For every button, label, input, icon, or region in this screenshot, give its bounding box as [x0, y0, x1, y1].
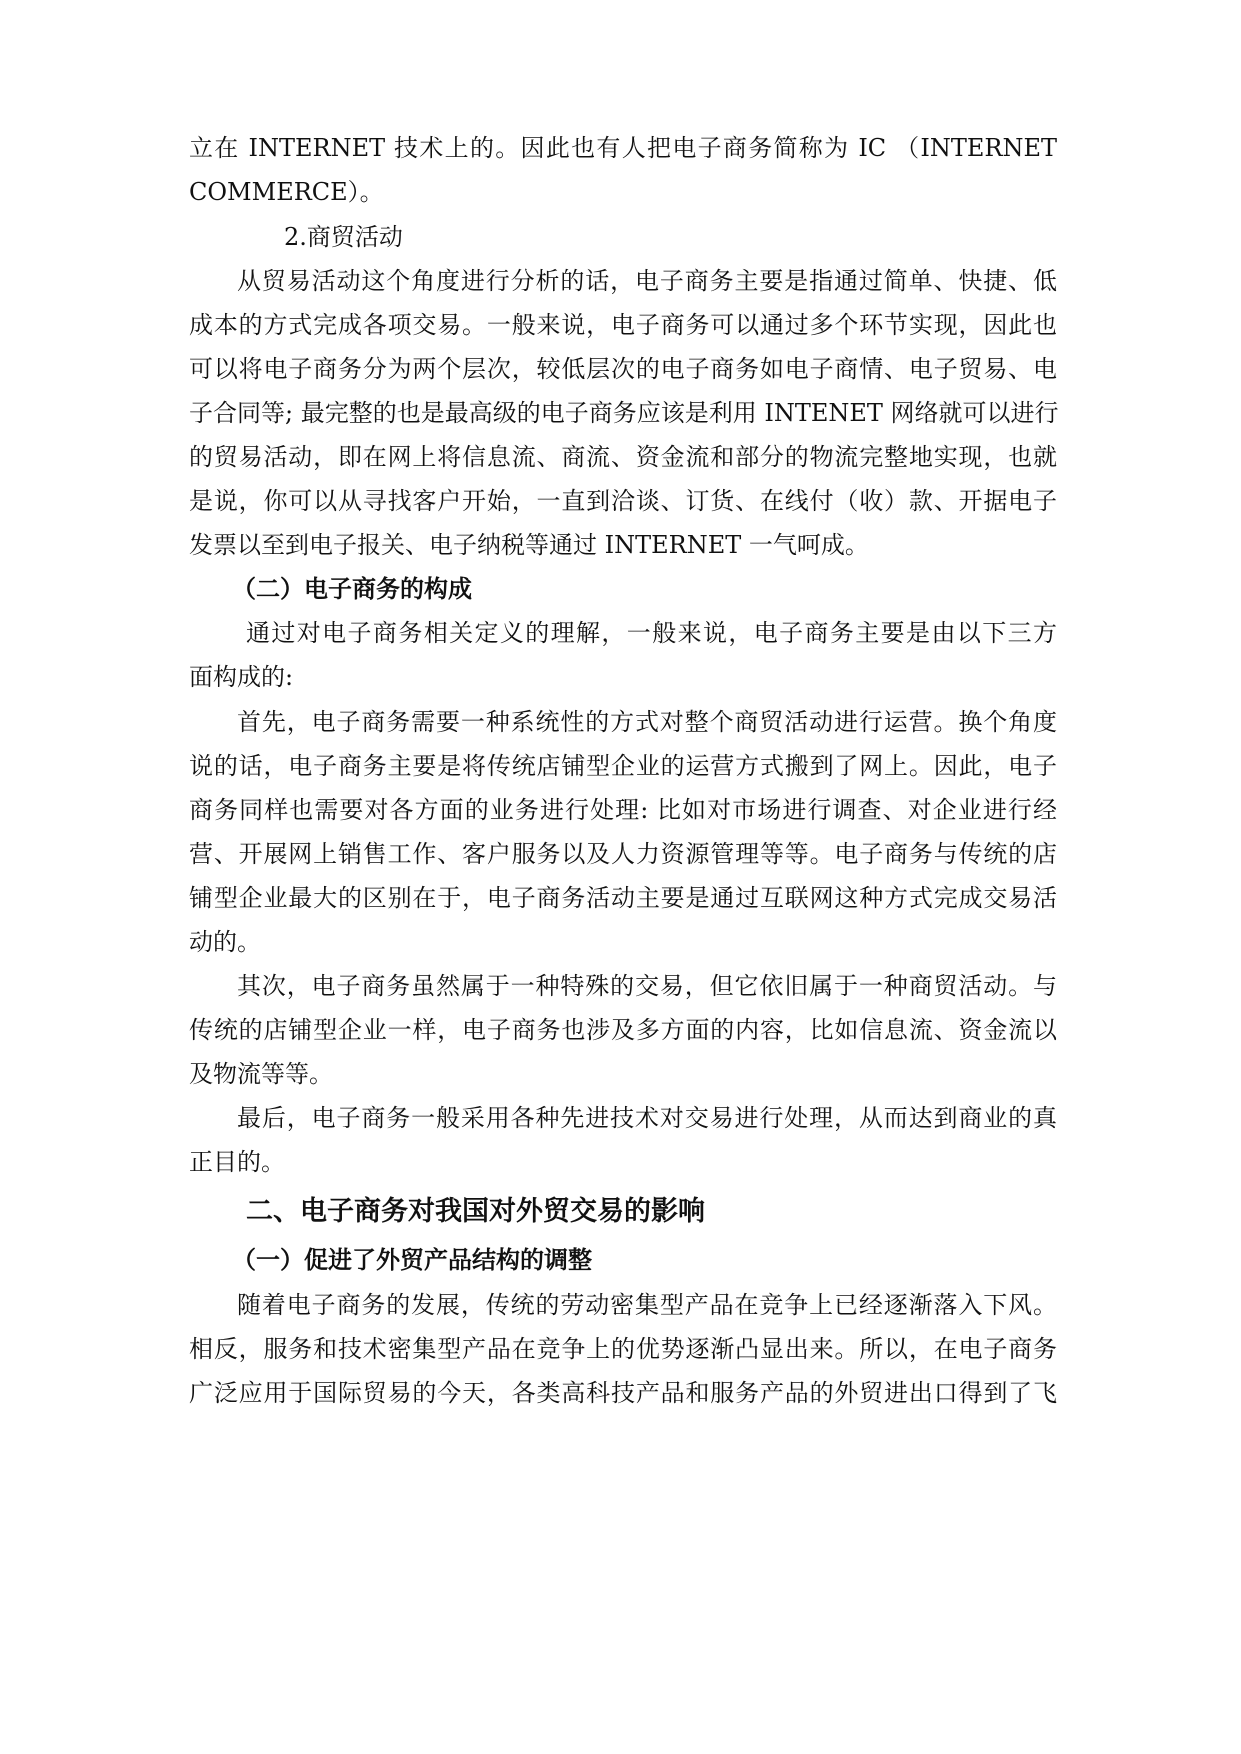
chapter-heading: 二、电子商务对我国对外贸交易的影响 — [246, 1196, 705, 1227]
paragraph-line: 首先，电子商务需要一种系统性的方式对整个商贸活动进行运营。换个角度 — [237, 708, 1057, 736]
paragraph-line: 从贸易活动这个角度进行分析的话，电子商务主要是指通过简单、快捷、低 — [237, 267, 1057, 295]
paragraph-line: 通过对电子商务相关定义的理解，一般来说，电子商务主要是由以下三方 — [246, 619, 1057, 647]
subsection-heading: 2.商贸活动 — [284, 223, 403, 251]
paragraph-line: 动的。 — [189, 928, 261, 956]
paragraph-line: 广泛应用于国际贸易的今天，各类高科技产品和服务产品的外贸进出口得到了飞 — [189, 1379, 1057, 1407]
paragraph-line: 立在 INTERNET 技术上的。因此也有人把电子商务简称为 IC （INTERNET — [189, 134, 1057, 162]
paragraph-line: 说的话，电子商务主要是将传统店铺型企业的运营方式搬到了网上。因此，电子 — [189, 752, 1057, 780]
paragraph-line: 铺型企业最大的区别在于，电子商务活动主要是通过互联网这种方式完成交易活 — [189, 884, 1057, 912]
paragraph-line: COMMERCE）。 — [189, 178, 384, 206]
paragraph-line: 营、开展网上销售工作、客户服务以及人力资源管理等等。电子商务与传统的店 — [189, 840, 1057, 868]
paragraph-line: 商务同样也需要对各方面的业务进行处理: 比如对市场进行调查、对企业进行经 — [189, 796, 1057, 824]
paragraph-line: 发票以至到电子报关、电子纳税等通过 INTERNET 一气呵成。 — [189, 531, 869, 559]
paragraph-line: 可以将电子商务分为两个层次，较低层次的电子商务如电子商情、电子贸易、电 — [189, 355, 1057, 383]
paragraph-line: 其次，电子商务虽然属于一种特殊的交易，但它依旧属于一种商贸活动。与 — [237, 972, 1057, 1000]
paragraph-line: 及物流等等。 — [189, 1060, 333, 1088]
paragraph-line: 是说，你可以从寻找客户开始，一直到洽谈、订货、在线付（收）款、开据电子 — [189, 487, 1057, 515]
paragraph-line: 子合同等; 最完整的也是最高级的电子商务应该是利用 INTENET 网络就可以进行 — [189, 399, 1059, 427]
section-heading: （一）促进了外贸产品结构的调整 — [232, 1246, 592, 1274]
paragraph-line: 面构成的: — [189, 663, 294, 691]
paragraph-line: 随着电子商务的发展，传统的劳动密集型产品在竞争上已经逐渐落入下风。 — [237, 1291, 1057, 1319]
paragraph-line: 传统的店铺型企业一样，电子商务也涉及多方面的内容，比如信息流、资金流以 — [189, 1016, 1057, 1044]
paragraph-line: 正目的。 — [189, 1148, 285, 1176]
paragraph-line: 的贸易活动，即在网上将信息流、商流、资金流和部分的物流完整地实现，也就 — [189, 443, 1057, 471]
section-heading: （二）电子商务的构成 — [232, 575, 472, 603]
paragraph-line: 成本的方式完成各项交易。一般来说，电子商务可以通过多个环节实现，因此也 — [189, 311, 1057, 339]
paragraph-line: 相反，服务和技术密集型产品在竞争上的优势逐渐凸显出来。所以，在电子商务 — [189, 1335, 1057, 1363]
paragraph-line: 最后，电子商务一般采用各种先进技术对交易进行处理，从而达到商业的真 — [237, 1104, 1057, 1132]
